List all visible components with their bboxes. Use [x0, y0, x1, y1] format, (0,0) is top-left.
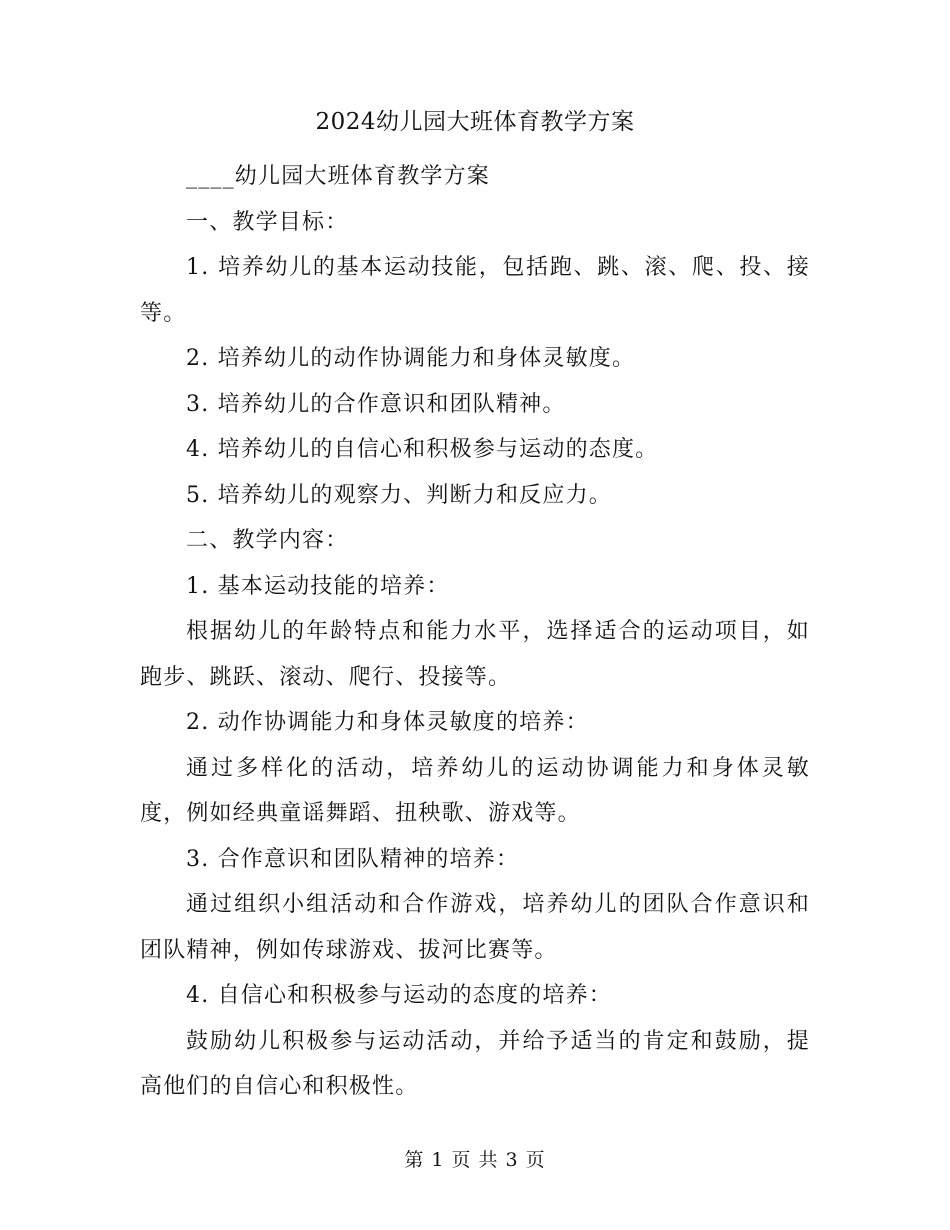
- content-heading-3: 3. 合作意识和团队精神的培养：: [186, 846, 520, 872]
- content-paragraph-3: 通过组织小组活动和合作游戏，培养幼儿的团队合作意识和团队精神，例如传球游戏、拔河比赛等。: [140, 892, 810, 963]
- document-body: [140, 154, 810, 1110]
- goal-item-5: 5. 培养幼儿的观察力、判断力和反应力。: [186, 482, 612, 508]
- content-heading-1: 1. 基本运动技能的培养：: [186, 573, 450, 599]
- section-heading-content: 二、教学内容：: [186, 528, 349, 553]
- content-paragraph-2: 通过多样化的活动，培养幼儿的运动协调能力和身体灵敏度，例如经典童谣舞蹈、扭秧歌、游戏等。: [140, 755, 810, 826]
- goal-item-1: 1. 培养幼儿的基本运动技能，包括跑、跳、滚、爬、投、接等。: [140, 255, 810, 326]
- goal-item-4: 4. 培养幼儿的自信心和积极参与运动的态度。: [186, 437, 659, 462]
- section-heading-goals: 一、教学目标：: [186, 209, 349, 235]
- content-paragraph-4: 鼓励幼儿积极参与运动活动，并给予适当的肯定和鼓励，提高他们的自信心和积极性。: [140, 1028, 810, 1099]
- content-paragraph-1: 根据幼儿的年龄特点和能力水平，选择适合的运动项目，如跑步、跳跃、滚动、爬行、投接等。: [140, 619, 810, 690]
- goal-item-2: 2. 培养幼儿的动作协调能力和身体灵敏度。: [186, 346, 636, 371]
- page-footer: 第 1 页 共 3 页: [404, 1149, 546, 1171]
- goal-item-3: 3. 培养幼儿的合作意识和团队精神。: [186, 391, 566, 417]
- content-heading-2: 2. 动作协调能力和身体灵敏度的培养：: [186, 710, 589, 735]
- content-heading-4: 4. 自信心和积极参与运动的态度的培养：: [186, 983, 612, 1008]
- subtitle-line: ____幼儿园大班体育教学方案: [186, 164, 491, 189]
- document-title: 2024幼儿园大班体育教学方案: [315, 109, 635, 135]
